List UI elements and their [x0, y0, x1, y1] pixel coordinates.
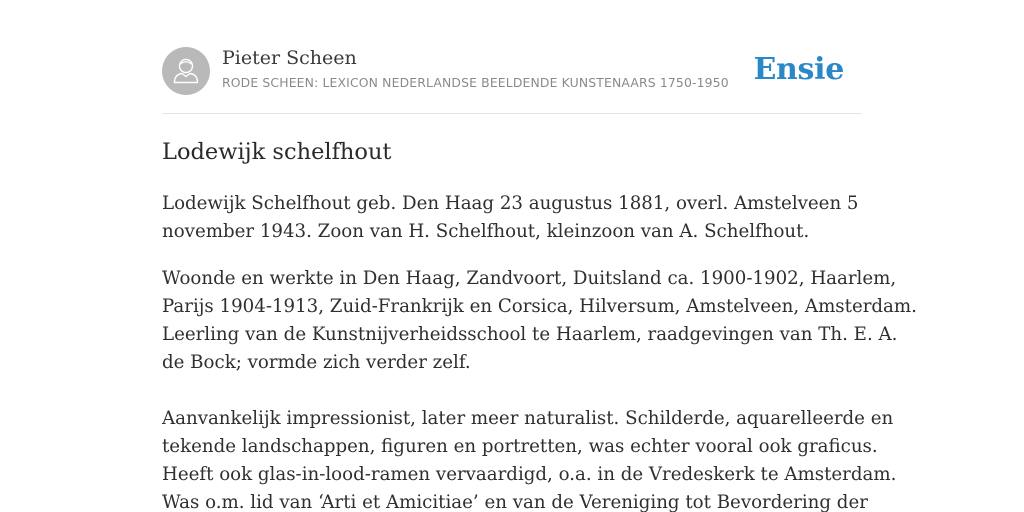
source-title[interactable]: RODE SCHEEN: LEXICON NEDERLANDSE BEELDENDE KUNSTENAARS 1750-1950 — [222, 75, 729, 90]
paragraph-line: Was o.m. lid van ‘Arti et Amicitiae’ en van de Vereniging tot Bevordering der — [162, 492, 868, 512]
paragraph-spacer — [162, 246, 862, 265]
article-header — [162, 46, 862, 96]
article-title: Lodewijk schelfhout — [162, 139, 392, 165]
paragraph-line: november 1943. Zoon van H. Schelfhout, kleinzoon van A. Schelfhout. — [162, 221, 810, 242]
paragraph-spacer — [162, 377, 862, 405]
ensie-logo[interactable]: Ensie — [753, 52, 844, 87]
author-name[interactable]: Pieter Scheen — [222, 47, 357, 69]
author-avatar[interactable] — [162, 47, 210, 95]
user-silhouette-icon — [162, 47, 210, 95]
paragraph-line: Lodewijk Schelfhout geb. Den Haag 23 augustus 1881, overl. Amstelveen 5 — [162, 193, 859, 214]
paragraph-line: Leerling van de Kunstnijverheidsschool te Haarlem, raadgevingen van Th. E. A. — [162, 324, 898, 345]
paragraph-line: Parijs 1904-1913, Zuid-Frankrijk en Corsica, Hilversum, Amstelveen, Amsterdam. — [162, 296, 917, 317]
paragraph-line: Woonde en werkte in Den Haag, Zandvoort, Duitsland ca. 1900-1902, Haarlem, — [162, 268, 897, 289]
article-body — [162, 190, 917, 512]
paragraph-line: Heeft ook glas-in-lood-ramen vervaardigd, o.a. in de Vredeskerk te Amsterdam. — [162, 464, 897, 485]
paragraph-line: Aanvankelijk impressionist, later meer naturalist. Schilderde, aquarelleerde en — [162, 408, 894, 429]
header-divider — [162, 113, 862, 114]
paragraph-line: de Bock; vormde zich verder zelf. — [162, 352, 471, 373]
paragraph-line: tekende landschappen, figuren en portretten, was echter vooral ook graficus. — [162, 436, 878, 457]
